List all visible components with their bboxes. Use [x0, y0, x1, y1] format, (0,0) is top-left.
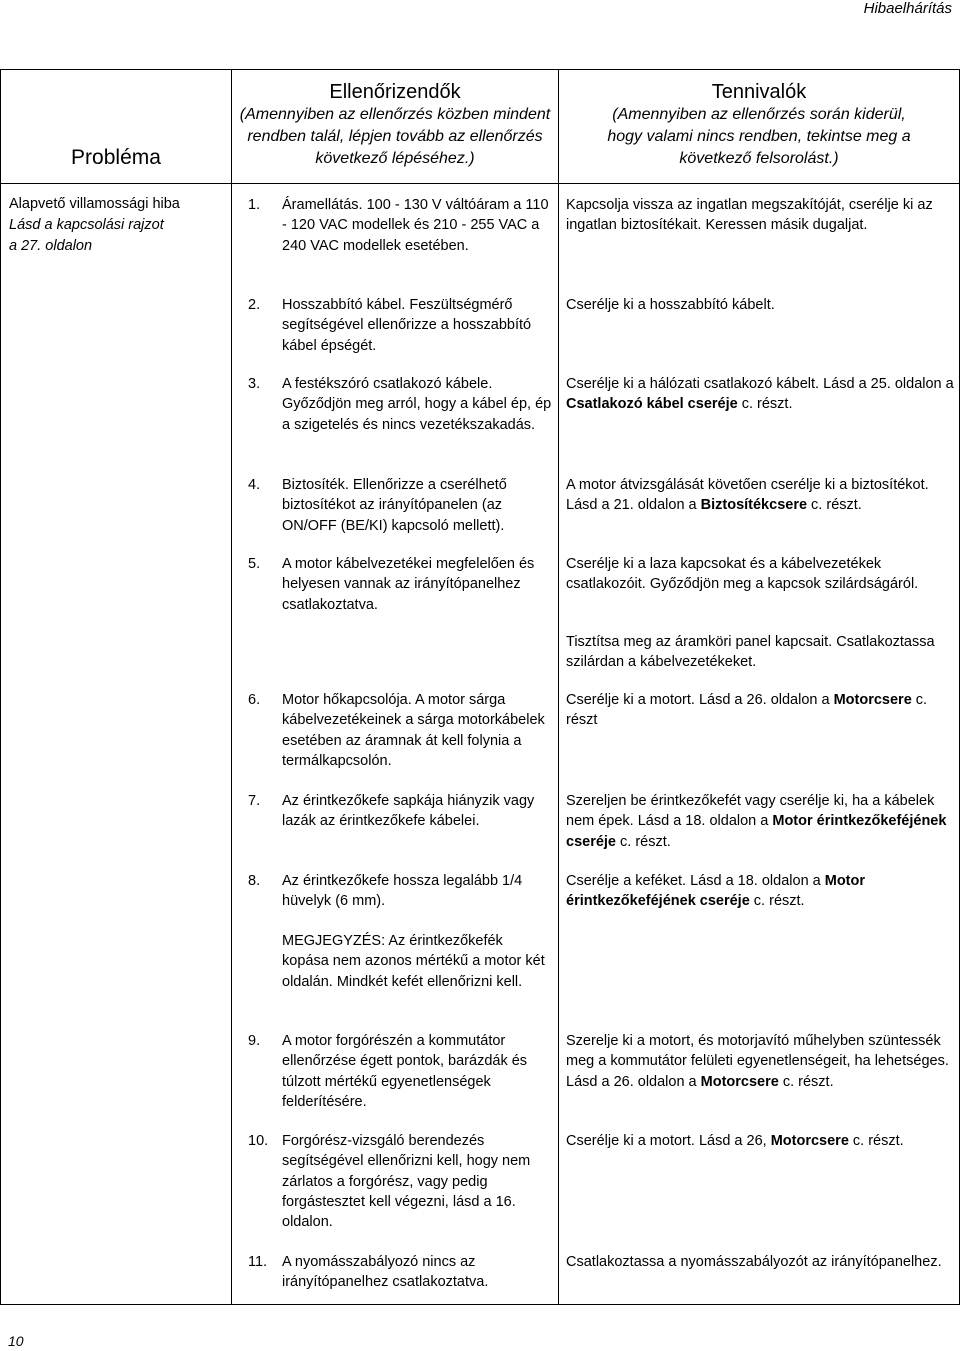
check-number: 9. [248, 1033, 261, 1049]
check-text: A festékszóró csatlakozó kábele. Győződjön meg arról, hogy a kábel ép, ép a szigetelés és nincs vezetékszakadás. [282, 376, 552, 433]
check-text: Az érintkezőkefe hossza legalább 1/4 hüvelyk (6 mm). [282, 873, 523, 910]
action-item: A motor átvizsgálását követően cserélje ki a biztosítékot. Lásd a 21. oldalon a Biztosítékcsere c. részt. [566, 477, 929, 514]
action-item: Szerelje ki a motort, és motorjavító műhelyben szüntessék meg a kommutátor felületi egyenetlenségeit, ha lehetséges. Lásd a 26. oldalon a Motorcsere c. részt. [566, 1033, 949, 1090]
column-divider [231, 70, 232, 1304]
check-text: Motor hőkapcsolója. A motor sárga kábelvezetékeinek a sárga motorkábelek esetében az áramnak át kell folynia a termálkapcsolón. [282, 692, 545, 769]
check-number: 11. [248, 1254, 268, 1270]
checks-column-title: Ellenőrizendők [329, 81, 461, 103]
actions-column-header [594, 80, 924, 170]
check-number: 7. [248, 793, 261, 809]
check-text: MEGJEGYZÉS: Az érintkezőkefék kopása nem azonos mértékű a motor két oldalán. Mindkét kefét ellenőrizni kell. [282, 933, 545, 990]
running-header: Hibaelhárítás [863, 0, 952, 17]
check-number: 6. [248, 692, 261, 708]
action-item: Kapcsolja vissza az ingatlan megszakítóját, cserélje ki az ingatlan biztosítékait. Keressen másik dugaljat. [566, 197, 933, 234]
check-number: 8. [248, 873, 261, 889]
check-text: Forgórész-vizsgáló berendezés segítségével ellenőrizni kell, hogy nem zárlatos a forgórész, vagy pedig forgástesztet kell végezni, lásd a 16. oldalon. [282, 1133, 531, 1231]
problem-reference-page: a 27. oldalon [9, 238, 93, 254]
check-number: 10. [248, 1133, 269, 1149]
action-item: Cserélje ki a hosszabbító kábelt. [566, 297, 775, 313]
check-number: 1. [248, 197, 261, 213]
header-divider [1, 183, 959, 184]
check-text: Hosszabbító kábel. Feszültségmérő segítségével ellenőrizze a hosszabbító kábel épségét. [282, 297, 532, 354]
problem-reference: Lásd a kapcsolási rajzot [9, 217, 164, 233]
check-item [248, 1252, 553, 1293]
check-item [248, 690, 553, 771]
check-number: 4. [248, 477, 261, 493]
check-item [248, 791, 553, 832]
check-number: 3. [248, 376, 261, 392]
page-number: 10 [8, 1333, 24, 1349]
check-item [248, 195, 553, 256]
column-divider [558, 70, 559, 1304]
action-item: Cserélje ki a motort. Lásd a 26. oldalon a Motorcsere c. részt [566, 692, 928, 729]
checks-column-subtitle: (Amennyiben az ellenőrzés közben mindent rendben talál, lépjen tovább az ellenőrzés következő lépéséhez.) [239, 106, 551, 167]
check-number: 2. [248, 297, 261, 313]
problem-title: Alapvető villamossági hiba [9, 196, 180, 212]
action-item: Cserélje ki a hálózati csatlakozó kábelt. Lásd a 25. oldalon a Csatlakozó kábel cseréje c. részt. [566, 376, 954, 413]
troubleshooting-table [0, 69, 960, 1305]
check-item [248, 1131, 553, 1232]
check-item [248, 374, 553, 435]
check-item [248, 475, 553, 536]
action-item: Szereljen be érintkezőkefét vagy cserélje ki, ha a kábelek nem épek. Lásd a 18. oldalon a Motor érintkezőkeféjének cseréje c. részt. [566, 793, 947, 850]
action-item: Cserélje ki a motort. Lásd a 26, Motorcsere c. részt. [566, 1133, 904, 1149]
problem-cell [9, 194, 229, 257]
check-text: Áramellátás. 100 - 130 V váltóáram a 110 - 120 VAC modellek és 210 - 255 VAC a 240 VAC modellek esetében. [282, 197, 549, 254]
check-text: Biztosíték. Ellenőrizze a cserélhető biztosítékot az irányítópanelen (az ON/OFF (BE/KI) kapcsoló mellett). [282, 477, 507, 534]
check-number: 5. [248, 556, 261, 572]
check-text: Az érintkezőkefe sapkája hiányzik vagy lazák az érintkezőkefe kábelei. [282, 793, 535, 830]
actions-column-title: Tennivalók [711, 81, 807, 103]
check-note [248, 931, 553, 992]
check-item [248, 1031, 553, 1112]
check-item [248, 295, 553, 356]
check-text: A motor forgórészén a kommutátor ellenőrzése égett pontok, barázdák és túlzott mértékű egyenetlenségek felderítésére. [282, 1033, 528, 1110]
actions-column-subtitle: (Amennyiben az ellenőrzés során kiderül, hogy valami nincs rendben, tekintse meg a következő felsorolást.) [607, 106, 911, 167]
action-item: Cserélje a keféket. Lásd a 18. oldalon a Motor érintkezőkeféjének cseréje c. részt. [566, 873, 866, 910]
action-item: Csatlakoztassa a nyomásszabályozót az irányítópanelhez. [566, 1254, 942, 1270]
problem-column-title: Probléma [71, 146, 161, 169]
check-item [248, 871, 553, 912]
check-text: A nyomásszabályozó nincs az irányítópanelhez csatlakoztatva. [282, 1254, 489, 1291]
action-item: Tisztítsa meg az áramköri panel kapcsait. Csatlakoztassa szilárdan a kábelvezetékeket. [566, 634, 935, 671]
check-item [248, 554, 553, 615]
action-item: Cserélje ki a laza kapcsokat és a kábelvezetékek csatlakozóit. Győződjön meg a kapcsok szilárdságáról. [566, 556, 919, 593]
checks-column-header [236, 80, 554, 170]
check-text: A motor kábelvezetékei megfelelően és helyesen vannak az irányítópanelhez csatlakoztatva. [282, 556, 535, 613]
